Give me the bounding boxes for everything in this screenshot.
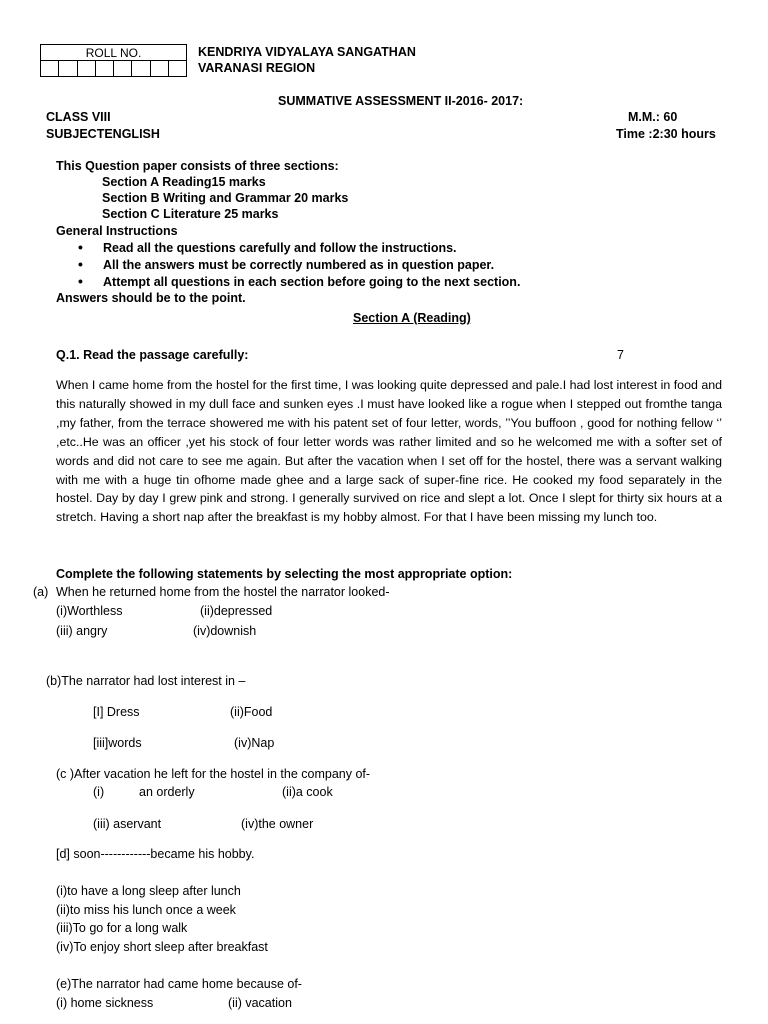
roll-digit-cell [168,61,186,77]
option-c-2: (ii)a cook [282,785,333,799]
option-a-1: (i)Worthless [56,604,123,618]
option-d-3: (iii)To go for a long walk [56,921,188,935]
option-a-4: (iv)downish [193,624,257,638]
option-d-2: (ii)to miss his lunch once a week [56,903,236,917]
question-c-text: (c )After vacation he left for the hostel in the company of- [56,767,371,781]
roll-digit-cell [95,61,113,77]
section-heading: Section A (Reading) [353,311,471,325]
question-b-text: (b)The narrator had lost interest in – [46,674,246,688]
mcq-instruction: Complete the following statements by selecting the most appropriate option: [56,567,513,581]
org-name: KENDRIYA VIDYALAYA SANGATHAN [198,45,416,59]
instruction-text: Read all the questions carefully and follow the instructions. [103,241,457,255]
section-b-line: Section B Writing and Grammar 20 marks [102,191,349,205]
option-d-4: (iv)To enjoy short sleep after breakfast [56,940,268,954]
option-b-4: (iv)Nap [234,736,275,750]
question-d-text: [d] soon------------became his hobby. [56,847,255,861]
question-1-label: Q.1. Read the passage carefully: [56,348,249,362]
subject-label: SUBJECTENGLISH [46,127,160,141]
option-b-3: [iii]words [93,736,142,750]
option-c-1-number: (i) [93,785,105,799]
question-a-label: (a) [33,585,49,599]
section-c-line: Section C Literature 25 marks [102,207,279,221]
class-label: CLASS VIII [46,110,111,124]
instruction-bullet [80,241,457,255]
option-e-2: (ii) vacation [228,996,292,1010]
roll-number-box [40,44,187,77]
section-a-line: Section A Reading15 marks [102,175,266,189]
instruction-bullet [80,258,494,272]
exam-title: SUMMATIVE ASSESSMENT II-2016- 2017: [278,94,524,108]
roll-digit-cell [132,61,150,77]
answers-note: Answers should be to the point. [56,291,246,305]
roll-no-label: ROLL NO. [41,45,187,61]
roll-digit-cell [77,61,95,77]
option-a-3: (iii) angry [56,624,108,638]
option-e-1: (i) home sickness [56,996,154,1010]
time-label: Time :2:30 hours [616,127,716,141]
instruction-text: All the answers must be correctly numbered as in question paper. [103,258,495,272]
question-1-marks: 7 [617,348,624,362]
option-b-1: [I] Dress [93,705,140,719]
question-e-text: (e)The narrator had came home because of- [56,977,302,991]
roll-digit-cell [150,61,168,77]
question-a-text: When he returned home from the hostel the narrator looked- [56,585,390,599]
option-d-1: (i)to have a long sleep after lunch [56,884,241,898]
option-a-2: (ii)depressed [200,604,273,618]
roll-digit-cell [114,61,132,77]
general-instructions-heading: General Instructions [56,224,178,238]
roll-digit-cell [59,61,77,77]
instruction-bullet [80,275,520,289]
sections-intro: This Question paper consists of three sections: [56,159,339,173]
option-c-1: an orderly [139,785,195,799]
option-c-3: (iii) aservant [93,817,162,831]
roll-digit-cell [41,61,59,77]
option-c-4: (iv)the owner [241,817,314,831]
reading-passage: When I came home from the hostel for the first time, I was looking quite depressed and pale.I had lost interest in food and this naturally showed in my dull face and sunken eyes .I must have looked like a rogue when I stepped out fromthe tanga ,my father, from the terrace showered me with his patent set of four letter, words, ’’You buffoon , good for nothing fellow ‘’ ,etc..He was an officer ,yet his stock of four letter words was rather limited and so he welcomed me with a softer set of words and did not care to see me again. But after the vacation when I set off for the hostel, there was a servant walking with me with a huge tin ofhome made ghee and a large sack of super-fine rice. He cooked my food separately in the hostel. Day by day I grew pink and strong. I generally survived on rice and slept a lot. Once I slept for thirty six hours at a stretch. Having a short nap after the breakfast is my hobby almost. For that I have been missing my lunch too. [56,378,722,525]
instruction-text: Attempt all questions in each section before going to the next section. [103,275,521,289]
option-b-2: (ii)Food [230,705,273,719]
org-region: VARANASI REGION [198,61,316,75]
max-marks: M.M.: 60 [628,110,678,124]
